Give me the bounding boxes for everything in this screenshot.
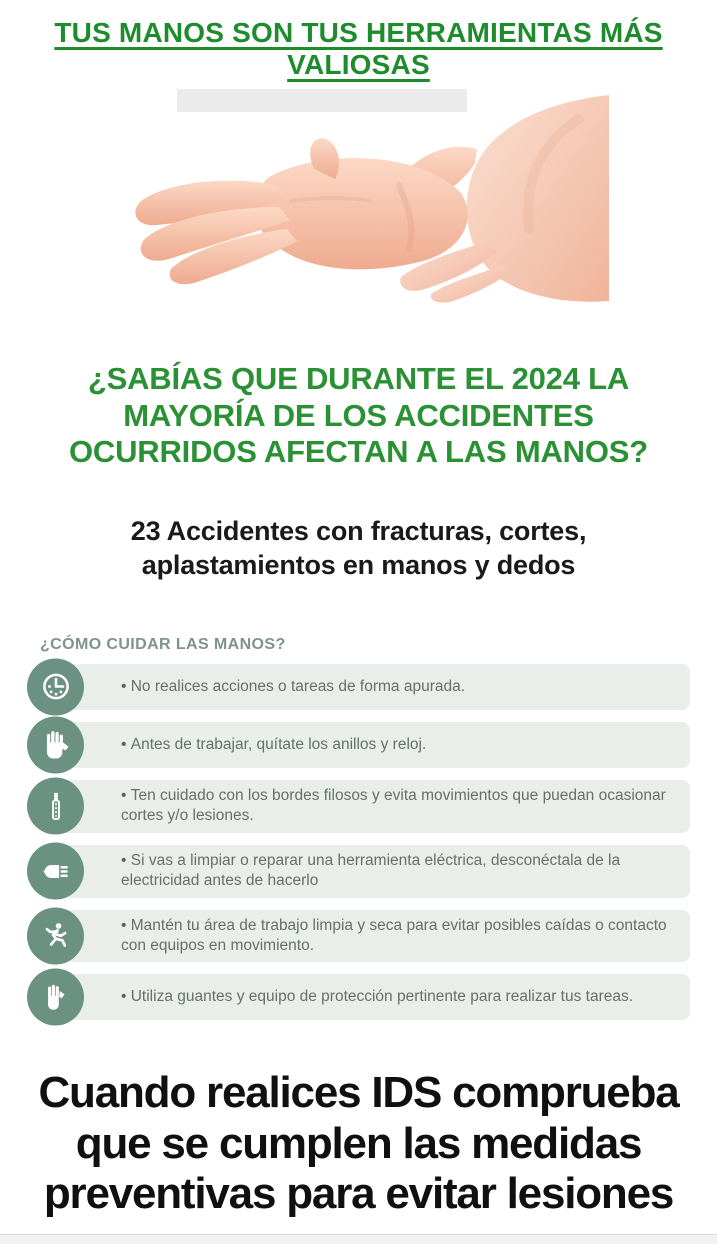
care-item-text: • Si vas a limpiar o reparar una herramienta eléctrica, desconéctala de la electricidad antes de hacerlo [121, 851, 678, 892]
page-bottom-edge [0, 1234, 717, 1244]
care-item-row [27, 780, 690, 833]
care-item-bar [41, 780, 690, 833]
care-item-text: • Ten cuidado con los bordes filosos y evita movimientos que puedan ocasionar cortes y/o lesiones. [121, 786, 678, 827]
care-item-bar [41, 845, 690, 898]
poster-title: TUS MANOS SON TUS HERRAMIENTAS MÁS VALIOSAS [54, 17, 663, 81]
electric-plug-icon [27, 843, 84, 900]
open-hand-icon [27, 716, 84, 773]
care-rows [27, 664, 690, 1021]
hands-photo [109, 89, 609, 311]
care-item-text: • Antes de trabajar, quítate los anillos y reloj. [121, 735, 426, 755]
question-heading: ¿SABÍAS QUE DURANTE EL 2024 LA MAYORÍA DE LOS ACCIDENTES OCURRIDOS AFECTAN A LAS MANOS? [69, 360, 648, 470]
protective-glove-icon [27, 969, 84, 1026]
care-item-row [27, 664, 690, 710]
care-item-text: • Utiliza guantes y equipo de protección pertinente para realizar tus tareas. [121, 987, 633, 1007]
care-item-bar [41, 910, 690, 963]
care-item-row [27, 845, 690, 898]
care-item-row [27, 722, 690, 768]
footer-message: Cuando realices IDS comprueba que se cumplen las medidas preventivas para evitar lesiones [38, 1068, 679, 1218]
cutter-blade-icon [27, 778, 84, 835]
care-item-row [27, 974, 690, 1020]
care-item-bar [41, 974, 690, 1020]
slipping-person-icon [27, 908, 84, 965]
accident-stat: 23 Accidentes con fracturas, cortes, aplastamientos en manos y dedos [130, 515, 587, 581]
care-item-row [27, 910, 690, 963]
hands-photo-illustration [109, 89, 609, 311]
clock-icon [27, 658, 84, 715]
care-item-bar [41, 664, 690, 710]
care-item-text: • No realices acciones o tareas de forma apurada. [121, 677, 465, 697]
hand-care-heading: ¿CÓMO CUIDAR LAS MANOS? [40, 635, 286, 653]
care-item-text: • Mantén tu área de trabajo limpia y seca para evitar posibles caídas o contacto con equipos en movimiento. [121, 916, 678, 957]
care-item-bar [41, 722, 690, 768]
hand-care-section [27, 636, 690, 1021]
